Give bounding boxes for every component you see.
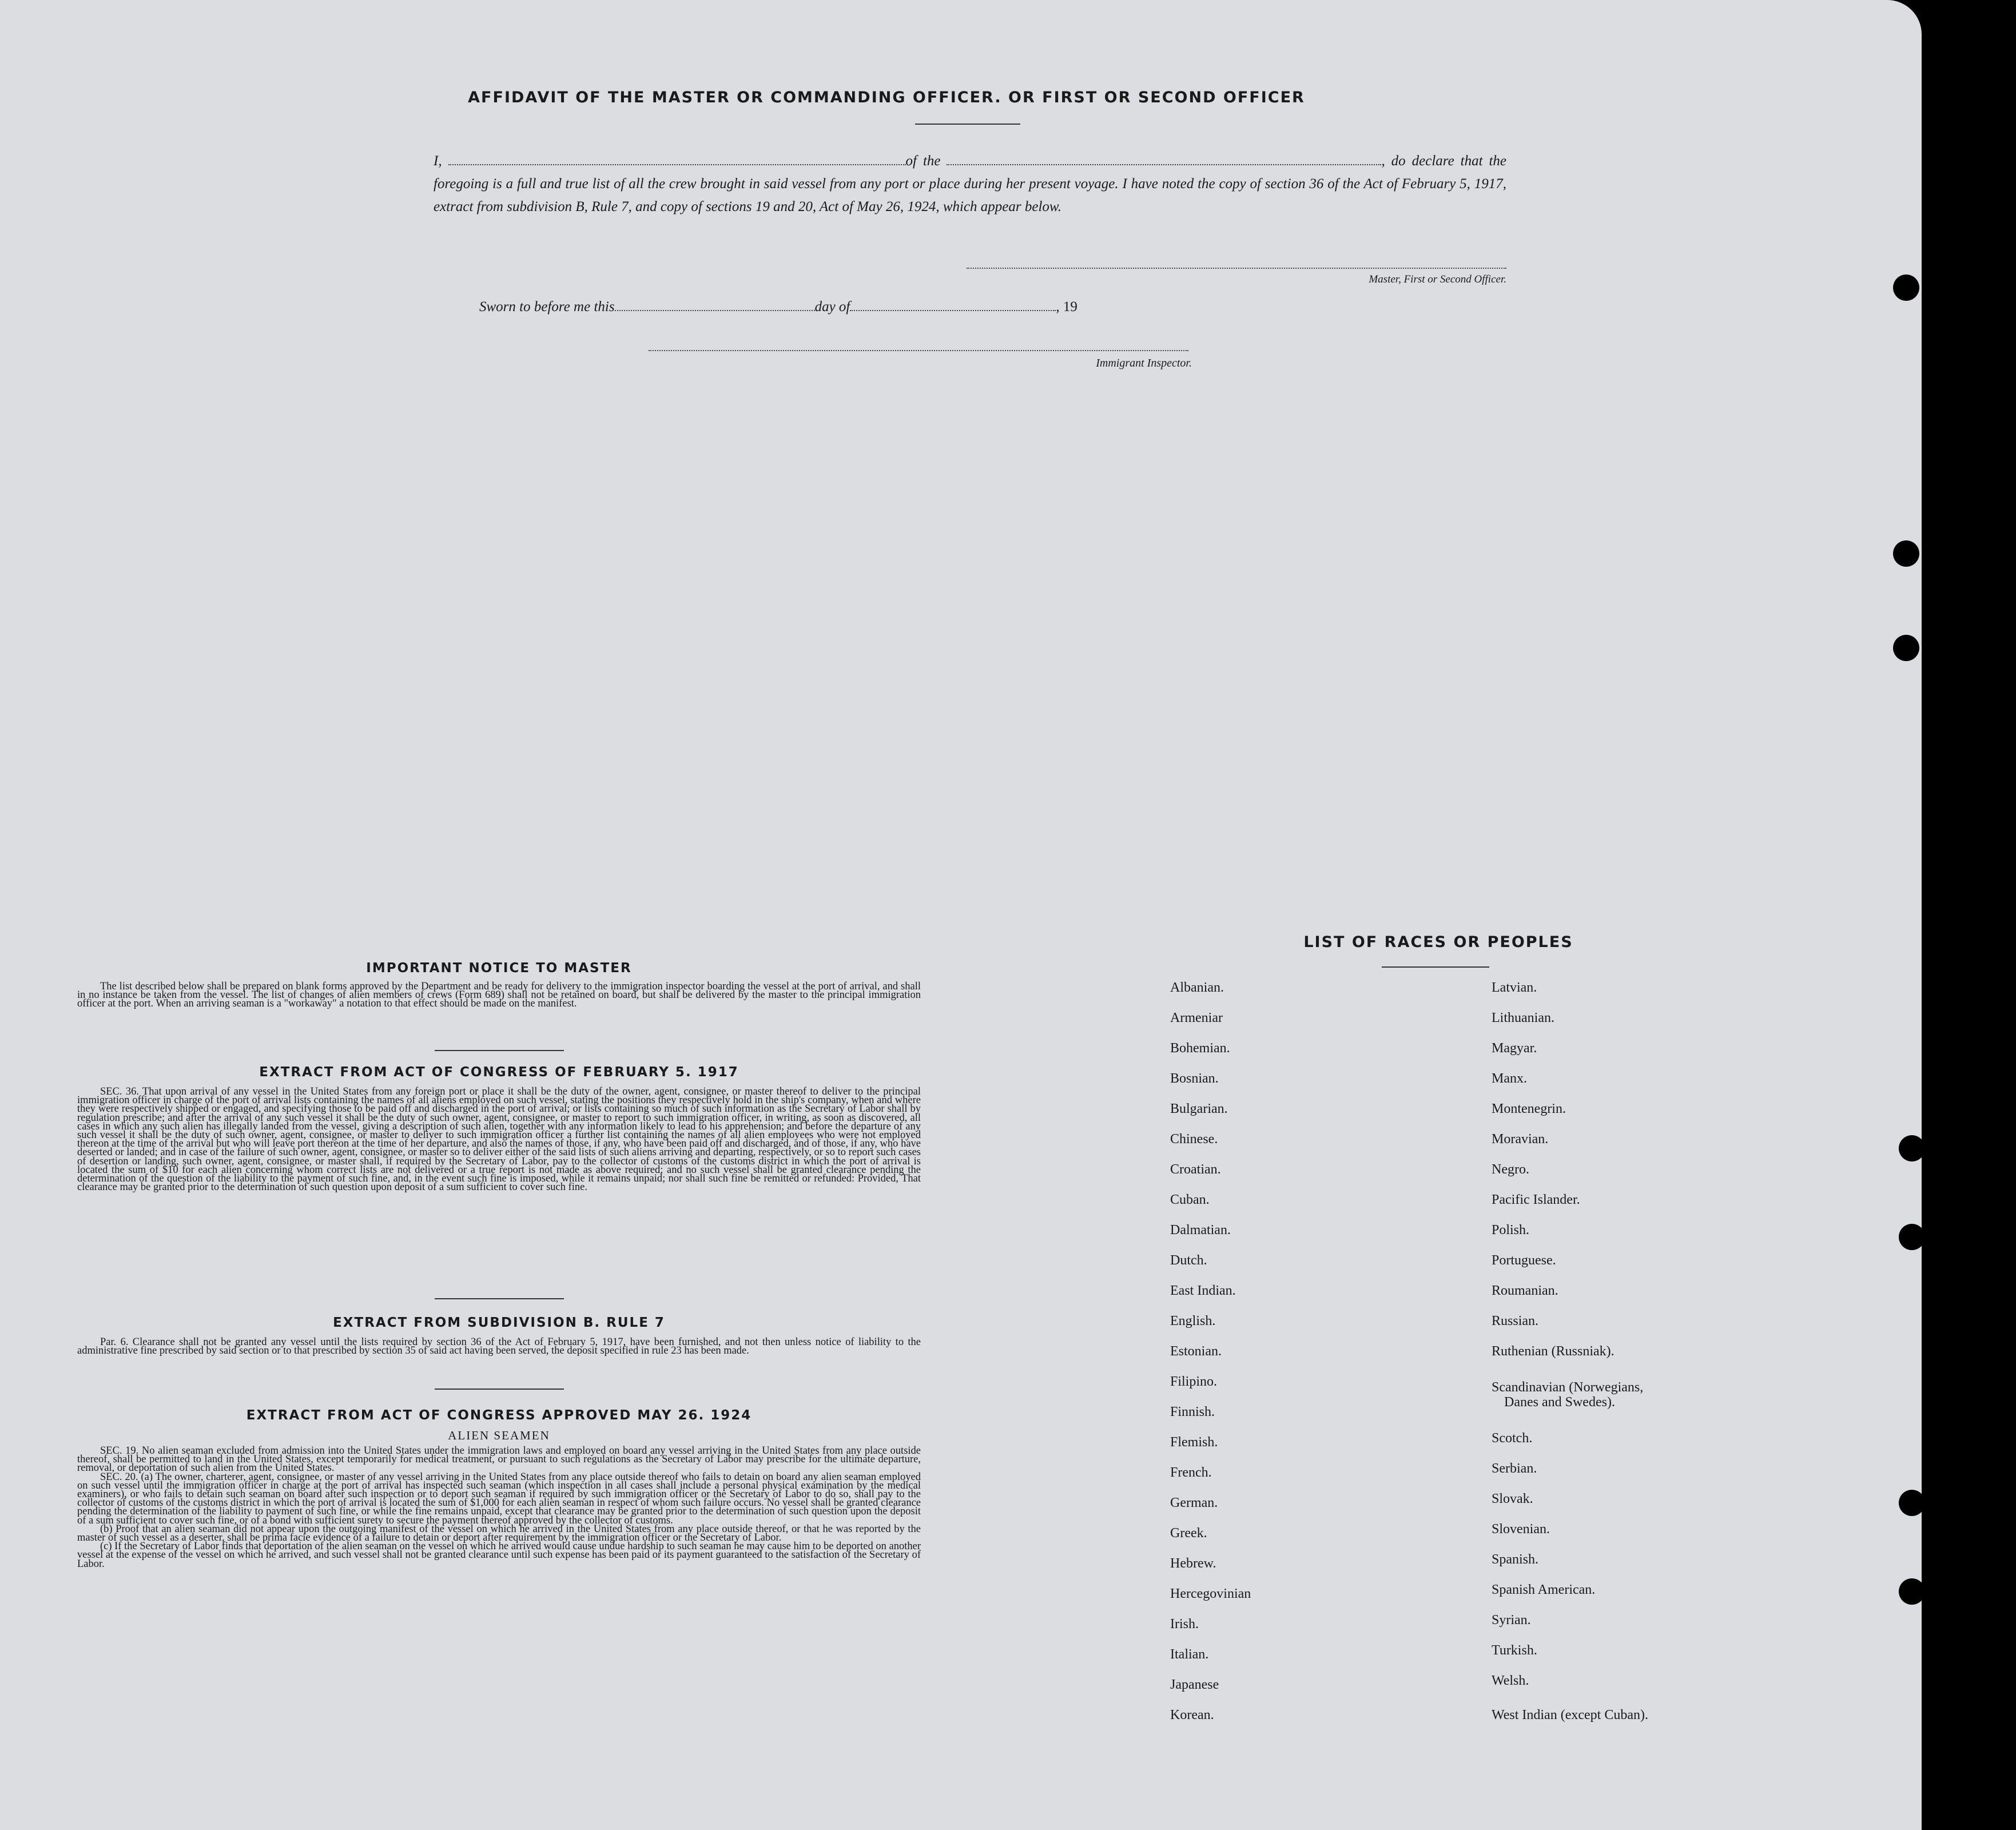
race-item: Hercegovinian (1170, 1586, 1251, 1601)
punch-hole (1899, 1578, 1925, 1605)
section-divider (435, 1050, 564, 1051)
race-item: Dutch. (1170, 1253, 1207, 1268)
punch-hole (1899, 1224, 1925, 1250)
day-blank[interactable] (615, 299, 815, 311)
vessel-blank[interactable] (947, 153, 1381, 165)
races-title: LIST OF RACES OR PEOPLES (1303, 933, 1573, 951)
notice-title: IMPORTANT NOTICE TO MASTER (366, 961, 632, 976)
race-item: Dalmatian. (1170, 1223, 1231, 1238)
race-item: Scandinavian (Norwegians, (1492, 1380, 1644, 1395)
affidavit-text: that the foregoing is a full and true list of all the crew brought in said vessel from any port or place during her present voyage. I have noted the copy of section 36 of the Act of February 5, 1917, extract from subdivision B, Rule 7, and copy of sections 19 and 20, Act of May 26, 1924, which appear below. (434, 153, 1507, 214)
of-the-label: of the (905, 153, 941, 169)
inspector-label: Immigrant Inspector. (1096, 357, 1192, 369)
race-item: Manx. (1492, 1071, 1527, 1086)
race-item: Japanese (1170, 1677, 1219, 1692)
section-divider (435, 1389, 564, 1390)
race-item: Welsh. (1492, 1673, 1529, 1688)
extract-1924-title: EXTRACT FROM ACT OF CONGRESS APPROVED MAY 26. 1924 (246, 1408, 752, 1423)
race-item: Cuban. (1170, 1192, 1210, 1207)
sworn-line (479, 299, 1223, 315)
inspector-signature-line[interactable] (649, 350, 1188, 351)
race-item: Polish. (1492, 1223, 1530, 1238)
extract-1924-text: SEC. 19. No alien seaman excluded from admission into the United States under the immigration laws and employed on board any vessel arriving in the United States from any place outside thereof, shall be permitted to land in the United States, except temporarily for medical treatment, or pursuant to such regulations as the Secretary of Labor may prescribe for the ultimate departure, removal, or deportation of such alien from the United States. SEC. 20. (a) The owner, charterer, agent, consignee, or master of any vessel arriving in the United States from any place outside thereof who fails to detain on board any alien seaman employed on such vessel until the immigration officer in charge at the port of arrival has inspected such seaman (which inspection in all cases shall include a personal physical examination by the medical examiners), or who fails to detain such seaman on board after such inspection or to deport such seaman if required by such immigration officer or the Secretary of Labor to do so, shall pay to the collector of customs of the customs district in which the port of arrival is located the sum of $1,000 for each alien seaman in respect of whom such failure occurs. No vessel shall be granted clearance pending the determination of the liability to payment of such fine, or while the fine remains unpaid, except that clearance may be granted prior to the determination of such question upon the deposit of a sum sufficient to cover such fine, or of a bond with sufficient surety to secure the payment thereof approved by the collector of customs. (b) Proof that an alien seaman did not appear upon the outgoing manifest of the vessel on which he arrived in the United States from any place outside thereof, or that he was reported by the master of such vessel as a deserter, shall be prima facie evidence of a failure to detain or deport after requirement by the immigration officer or the Secretary of Labor. (c) If the Secretary of Labor finds that deportation of the alien seaman on the vessel on which he arrived would cause undue hardship to such seaman he may cause him to be deported on another vessel at the expense of the vessel on which he arrived, and such vessel shall not be granted clearance until such expense has been paid or its payment guaranteed to the satisfaction of the Secretary of Labor. (77, 1445, 921, 1570)
title-divider (915, 124, 1020, 125)
punch-hole (1893, 540, 1919, 567)
race-item: Pacific Islander. (1492, 1192, 1580, 1207)
race-item: Moravian. (1492, 1132, 1549, 1147)
race-item: Latvian. (1492, 980, 1537, 995)
year-label: , 19 (1056, 299, 1077, 315)
race-item: Negro. (1492, 1162, 1529, 1177)
race-item: Scotch. (1492, 1431, 1533, 1446)
punch-hole (1893, 274, 1919, 301)
race-item: West Indian (except Cuban). (1492, 1708, 1648, 1722)
section-divider (435, 1298, 564, 1299)
race-item: Spanish. (1492, 1552, 1539, 1567)
notice-text: The list described below shall be prepared on blank forms approved by the Department and be ready for delivery to the immigration inspector boarding the vessel at the port of arrival, and shall in no instance be taken from the vessel. The list of changes of alien members of crews (Form 689) shall not be retained on board, but shall be delivered by the master to the principal immigration officer at the port. When an arriving seaman is a "workaway" a notation to that effect should be made on the manifest. (77, 981, 921, 1010)
do-declare-label: , do declare (1381, 153, 1454, 169)
extract-1924-subtitle: ALIEN SEAMEN (448, 1429, 550, 1442)
race-item: Ruthenian (Russniak). (1492, 1344, 1615, 1359)
sworn-prefix: Sworn to before me this (479, 299, 615, 315)
race-item: Chinese. (1170, 1132, 1218, 1147)
race-item: Russian. (1492, 1314, 1539, 1328)
race-item: Estonian. (1170, 1344, 1222, 1359)
race-item: Serbian. (1492, 1461, 1537, 1476)
signature-line[interactable] (967, 268, 1506, 269)
punch-hole (1899, 1135, 1925, 1161)
race-item: Armeniar (1170, 1011, 1223, 1025)
affidavit-body (434, 150, 1506, 218)
signature-label: Master, First or Second Officer. (1369, 273, 1506, 285)
extract-1917-text: SEC. 36. That upon arrival of any vessel in the United States from any foreign port or place it shall be the duty of the owner, agent, consignee, or master thereof to deliver to the principal immigration officer in charge of the port of arrival lists containing the names of all aliens employed on such vessel, stating the positions they respectively hold in the ship's company, when and where they were respectively shipped or engaged, and specifying those to be paid off and discharged in the port of arrival; or lists containing so much of such information as the Secretary of Labor shall by regulation prescribe; and after the arrival of any such vessel it shall be the duty of such owner, agent, consignee, or master to report to such immigration officer, in writing, as soon as discovered, all cases in which any such alien has illegally landed from the vessel, giving a description of such alien, together with any information likely to lead to his apprehension; and before the departure of any such vessel it shall be the duty of such owner, agent, consignee, or master to deliver to such immigration officer a further list containing the names of all alien employees who were not employed thereon at the time of the arrival but who will leave port thereon at the time of her departure, and also the names of those, if any, who have been paid off and discharged, and of those, if any, who have deserted or landed; and in case of the failure of such owner, agent, consignee, or master so to deliver either of the said lists of such aliens arriving and departing, respectively, or so to report such cases of desertion or landing, such owner, agent, consignee, or master shall, if required by the Secretary of Labor, pay to the collector of customs of the customs district in which the port of arrival is located the sum of $10 for each alien concerning whom correct lists are not delivered or a true report is not made as above required; and no such vessel shall be granted clearance pending the determination of the question of the liability to the payment of such fine, and, in the event such fine is imposed, while it remains unpaid; nor shall such fine be remitted or refunded: Provided, That clearance may be granted prior to the determination of such question upon deposit of a sum sufficient to cover such fine. (77, 1086, 921, 1194)
day-of-label: day of (814, 299, 850, 315)
race-item: Bulgarian. (1170, 1101, 1228, 1116)
race-item: Italian. (1170, 1647, 1209, 1662)
rule7-text: Par. 6. Clearance shall not be granted any vessel until the lists required by section 36 of the Act of February 5, 1917, have been furnished, and not then unless notice of liability to the administrative fine prescribed by said section or to that prescribed by section 35 of said act having been served, the deposit specified in rule 23 has been made. (77, 1336, 921, 1357)
month-blank[interactable] (850, 299, 1056, 311)
race-item: Syrian. (1492, 1613, 1531, 1628)
race-item: French. (1170, 1465, 1212, 1480)
race-item: Filipino. (1170, 1374, 1218, 1389)
race-item: Turkish. (1492, 1643, 1537, 1658)
race-item: Albanian. (1170, 980, 1224, 995)
punch-hole (1899, 1490, 1925, 1516)
name-blank[interactable] (448, 153, 906, 165)
race-item: Lithuanian. (1492, 1011, 1554, 1025)
race-item: Danes and Swedes). (1504, 1395, 1615, 1410)
i-label: I, (434, 153, 442, 169)
race-item: Montenegrin. (1492, 1101, 1566, 1116)
race-item: Portuguese. (1492, 1253, 1556, 1268)
race-item: Spanish American. (1492, 1582, 1596, 1597)
affidavit-title: AFFIDAVIT OF THE MASTER OR COMMANDING OFFICER. OR FIRST OR SECOND OFFICER (468, 89, 1305, 106)
extract-1917-title: EXTRACT FROM ACT OF CONGRESS OF FEBRUARY 5. 1917 (259, 1065, 739, 1080)
race-item: German. (1170, 1495, 1218, 1510)
race-item: Slovak. (1492, 1491, 1533, 1506)
race-item: English. (1170, 1314, 1216, 1328)
race-item: Croatian. (1170, 1162, 1221, 1177)
races-divider (1382, 966, 1489, 968)
race-item: Roumanian. (1492, 1283, 1558, 1298)
rule7-title: EXTRACT FROM SUBDIVISION B. RULE 7 (333, 1315, 665, 1330)
race-item: East Indian. (1170, 1283, 1236, 1298)
race-item: Korean. (1170, 1708, 1214, 1722)
race-item: Bohemian. (1170, 1041, 1230, 1056)
race-item: Magyar. (1492, 1041, 1537, 1056)
race-item: Finnish. (1170, 1405, 1215, 1419)
race-item: Bosnian. (1170, 1071, 1219, 1086)
punch-hole (1893, 635, 1919, 661)
race-item: Hebrew. (1170, 1556, 1216, 1571)
race-item: Greek. (1170, 1526, 1207, 1541)
race-item: Slovenian. (1492, 1522, 1550, 1537)
race-item: Flemish. (1170, 1435, 1218, 1450)
race-item: Irish. (1170, 1617, 1199, 1632)
